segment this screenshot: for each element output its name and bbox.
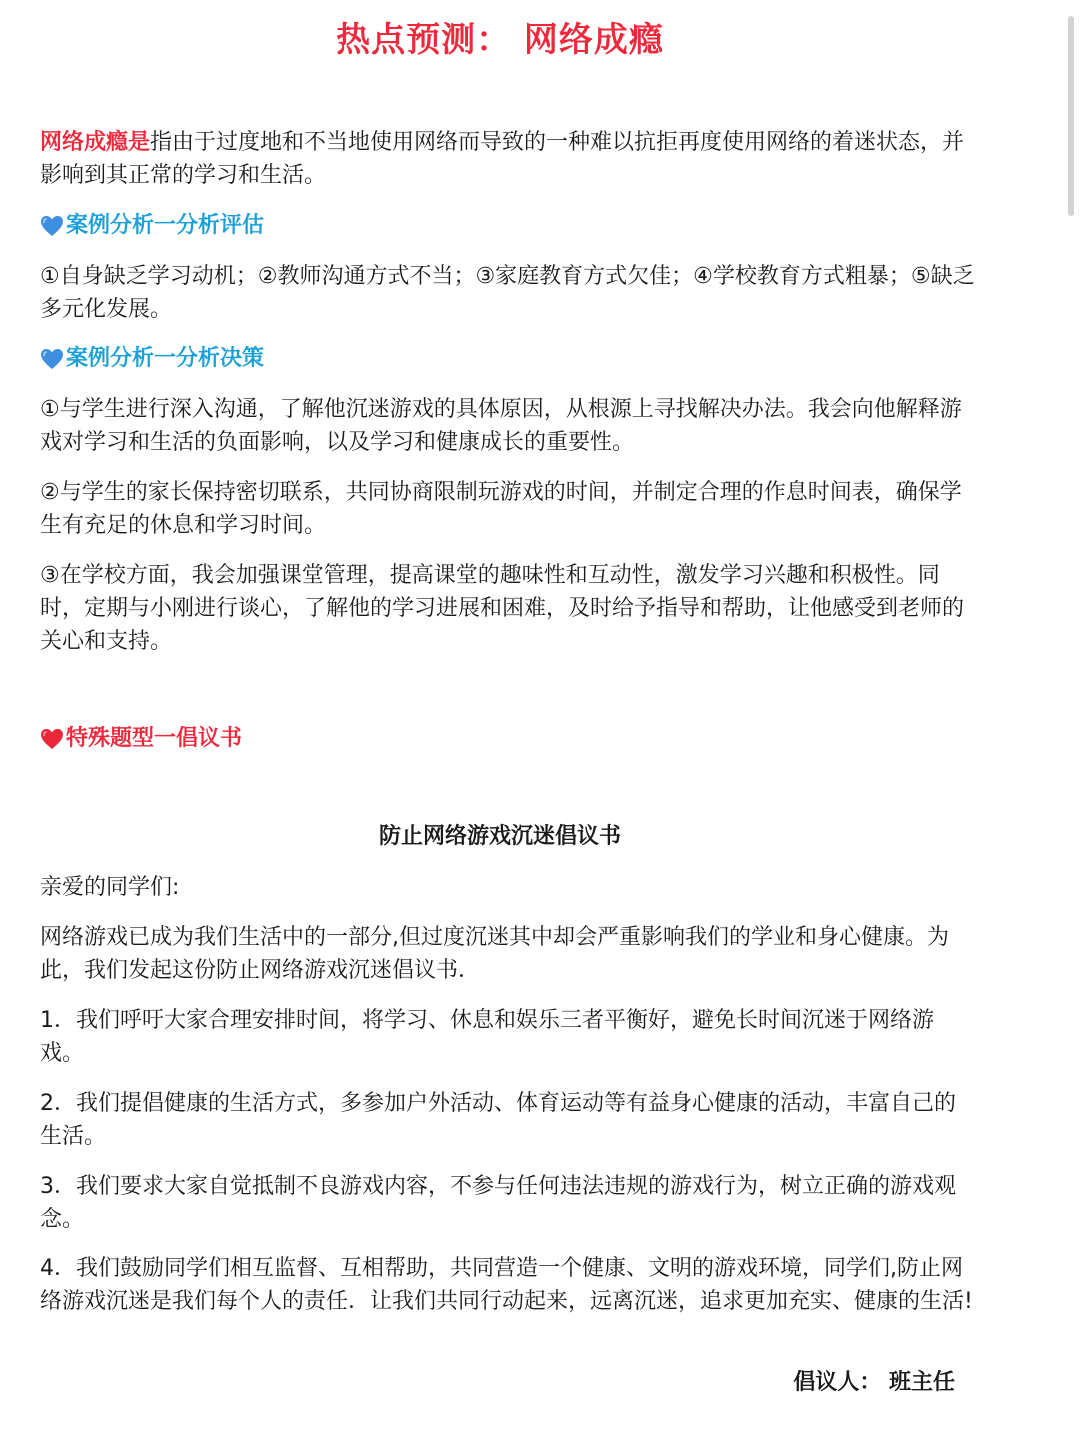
- intro-highlight: 网络成瘾是: [40, 130, 151, 155]
- decision-item-text: ①与学生进行深入沟通，了解他沉迷游戏的具体原因，从根源上寻找解决办法。我会向他解释游戏对学习和生活的负面影响，以及学习和健康成长的重要性。: [40, 397, 962, 455]
- section-heading-text: 案例分析一分析决策: [66, 346, 265, 371]
- proposal-item-text: 2．我们提倡健康的生活方式，多参加户外活动、体育运动等有益身心健康的活动，丰富自己的生活。: [40, 1091, 957, 1149]
- proposal-item-text: 1．我们呼吁大家合理安排时间，将学习、休息和娱乐三者平衡好，避免长时间沉迷于网络游戏。: [40, 1008, 935, 1066]
- section-heading-text: 特殊题型一倡议书: [66, 726, 243, 751]
- decision-item: [40, 476, 975, 542]
- proposal-intro-text: 网络游戏已成为我们生活中的一部分,但过度沉迷其中却会严重影响我们的学业和身心健康。为此，我们发起这份防止网络游戏沉迷倡议书．: [40, 925, 949, 983]
- section-heading-analysis-decision: [40, 342, 975, 375]
- evaluation-paragraph: [40, 260, 975, 326]
- intro-text: 指由于过度地和不当地使用网络而导致的一种难以抗拒再度使用网络的着迷状态，并影响到其正常的学习和生活。: [40, 130, 965, 188]
- decision-item: [40, 559, 975, 658]
- proposal-signature: 倡议人： 班主任: [793, 1370, 955, 1395]
- decision-item-text: ③在学校方面，我会加强课堂管理，提高课堂的趣味性和互动性，激发学习兴趣和积极性。同时，定期与小刚进行谈心，了解他的学习进展和困难，及时给予指导和帮助，让他感受到老师的关心和支持。: [40, 563, 965, 654]
- proposal-item: [40, 1252, 975, 1318]
- section-heading-proposal: [40, 722, 975, 755]
- intro-paragraph: [40, 126, 975, 192]
- section-heading-text: 案例分析一分析评估: [66, 213, 265, 238]
- blue-heart-icon: [40, 348, 64, 370]
- proposal-intro: [40, 921, 975, 987]
- red-heart-icon: [40, 728, 64, 750]
- blue-heart-icon: [40, 215, 64, 237]
- proposal-item-text: 4．我们鼓励同学们相互监督、互相帮助，共同营造一个健康、文明的游戏环境，同学们,防止网络游戏沉迷是我们每个人的责任．让我们共同行动起来，远离沉迷，追求更加充实、健康的生活!: [40, 1256, 973, 1314]
- decision-item: [40, 393, 975, 459]
- page-title: 热点预测： 网络成瘾: [336, 20, 664, 60]
- proposal-greeting: [40, 871, 975, 904]
- decision-item-text: ②与学生的家长保持密切联系，共同协商限制玩游戏的时间，并制定合理的作息时间表，确保学生有充足的休息和学习时间。: [40, 480, 962, 538]
- proposal-item: [40, 1170, 975, 1236]
- scrollbar[interactable]: [1068, 16, 1074, 216]
- proposal-item-text: 3．我们要求大家自觉抵制不良游戏内容，不参与任何违法违规的游戏行为，树立正确的游戏观念。: [40, 1174, 957, 1232]
- proposal-title: 防止网络游戏沉迷倡议书: [378, 824, 621, 849]
- greeting-text: 亲爱的同学们:: [40, 875, 180, 900]
- evaluation-text: ①自身缺乏学习动机；②教师沟通方式不当；③家庭教育方式欠佳；④学校教育方式粗暴；⑤缺乏多元化发展。: [40, 264, 975, 322]
- proposal-item: [40, 1087, 975, 1153]
- proposal-item: [40, 1004, 975, 1070]
- section-heading-analysis-evaluation: [40, 209, 975, 242]
